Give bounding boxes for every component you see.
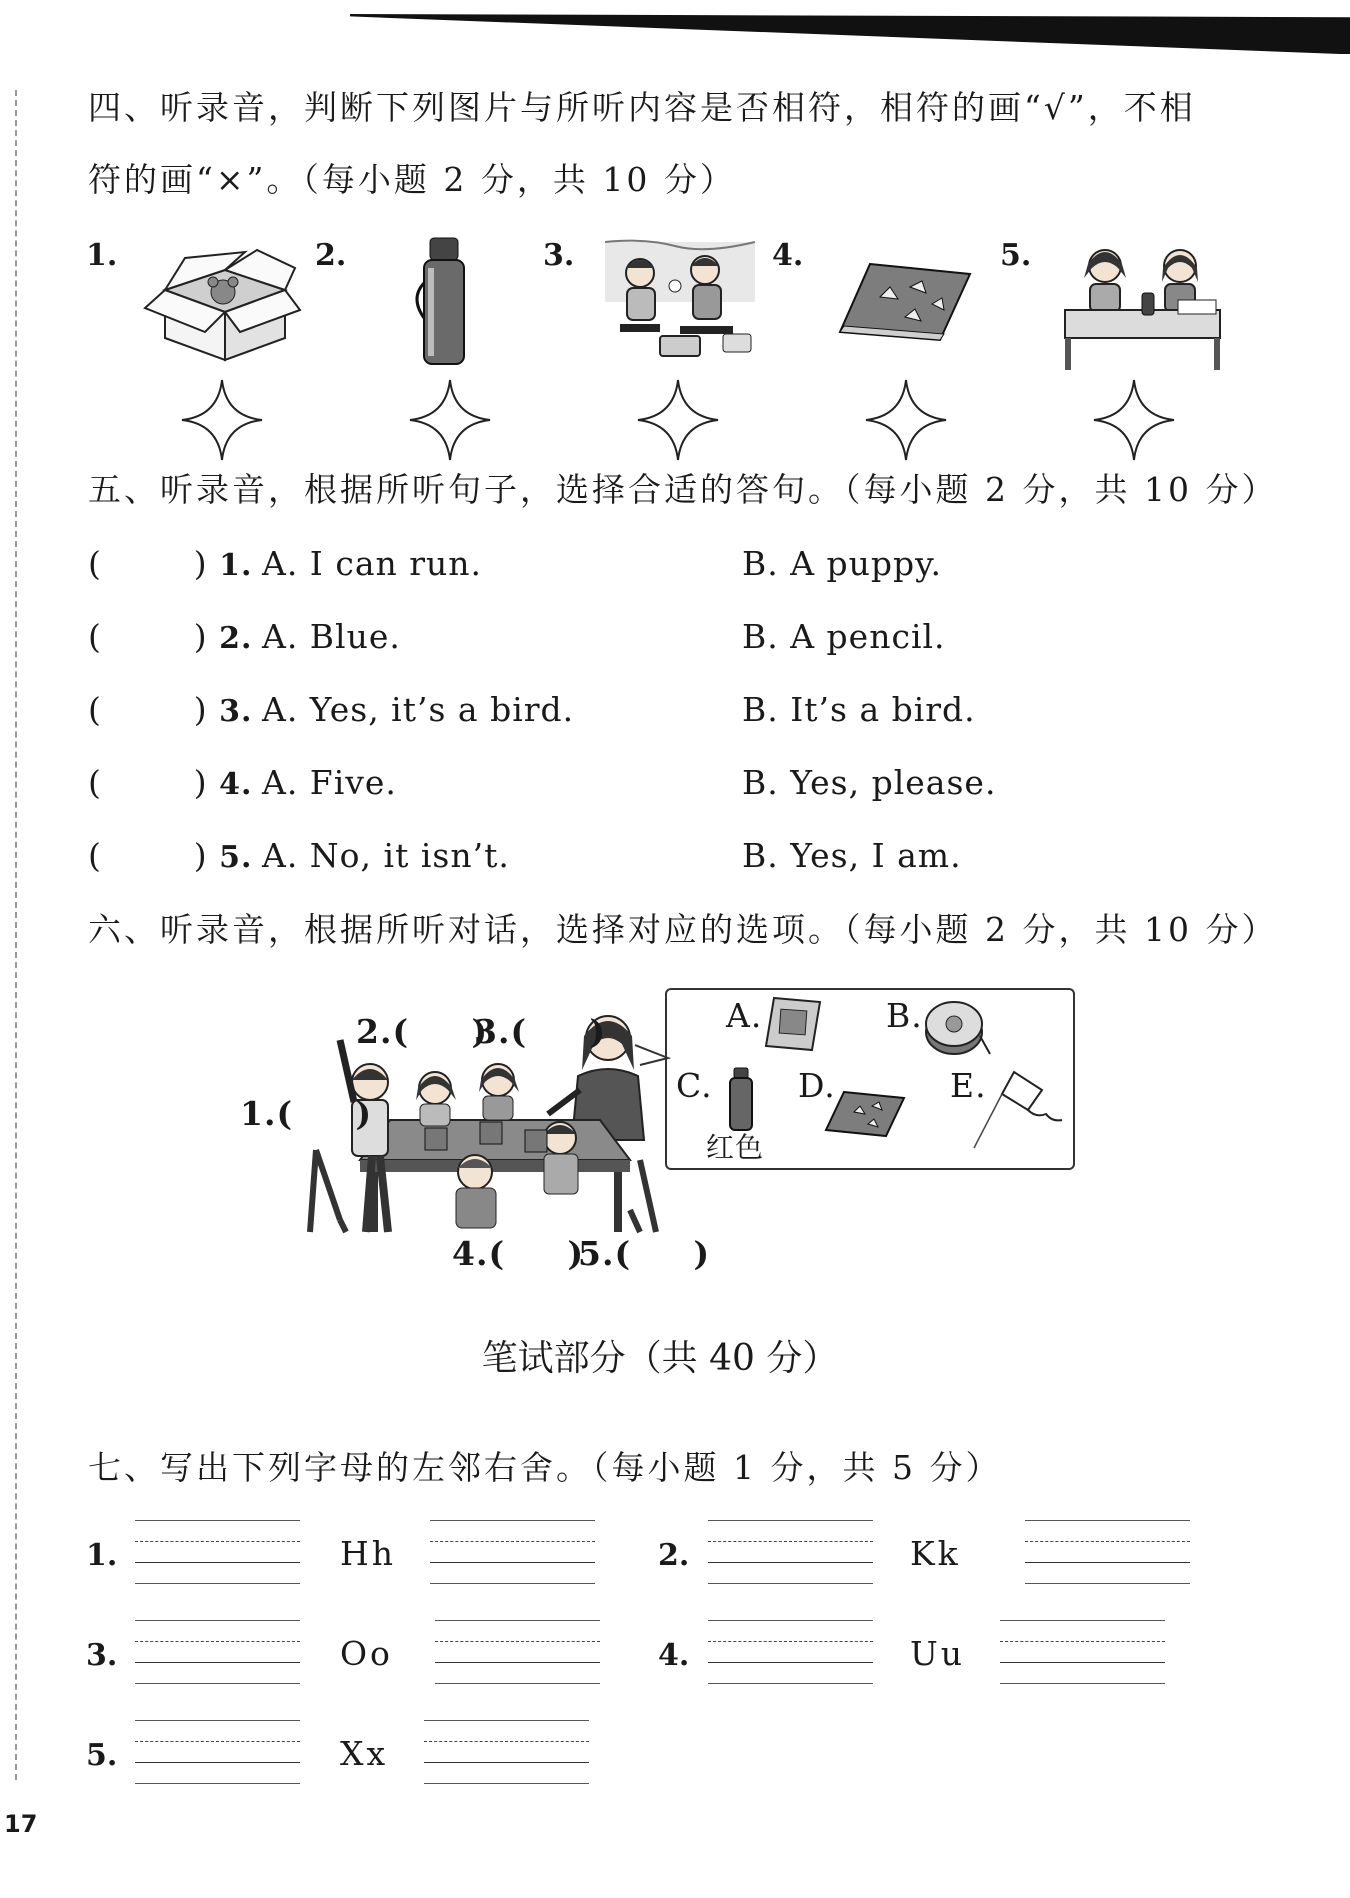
option-label-e: E. [950, 1066, 987, 1105]
writing-lines-left[interactable] [135, 1520, 300, 1584]
question-number: 5. [219, 840, 253, 875]
writing-lines-right[interactable] [1000, 1620, 1165, 1684]
thermos-picture [416, 238, 474, 368]
box-teddy-picture [145, 250, 300, 365]
s5-question-row [88, 836, 253, 875]
given-letter: Hh [340, 1534, 397, 1573]
option-a: A. Yes, it’s a bird. [262, 690, 575, 729]
option-c-caption: 红色 [706, 1131, 765, 1164]
s7-item-number: 1. [86, 1538, 118, 1573]
s4-item-number: 5. [1000, 238, 1032, 273]
given-letter: Oo [340, 1634, 393, 1673]
answer-diamond[interactable] [1092, 378, 1176, 462]
s5-question-row [88, 690, 253, 729]
section4-title-line2: 符的画“×”。（每小题 2 分，共 10 分） [88, 160, 736, 199]
blank-5[interactable]: 5.( ) [578, 1234, 711, 1273]
section5-title: 五、听录音，根据所听句子，选择合适的答句。（每小题 2 分，共 10 分） [88, 470, 1278, 509]
thermos-picture [726, 1068, 756, 1132]
answer-parentheses[interactable]: ( ) [88, 763, 208, 802]
option-a: A. I can run. [262, 544, 483, 583]
option-b: B. A pencil. [742, 617, 946, 656]
answer-diamond[interactable] [864, 378, 948, 462]
option-a: A. No, it isn’t. [262, 836, 510, 875]
blank-3[interactable]: 3.( ) [474, 1012, 607, 1051]
writing-lines-right[interactable] [430, 1520, 595, 1584]
option-label-c: C. [676, 1066, 713, 1105]
s7-item-number: 4. [658, 1638, 690, 1673]
s7-item-number: 2. [658, 1538, 690, 1573]
boys-playing-picture [605, 238, 755, 368]
s4-item-number: 1. [86, 238, 118, 273]
writing-lines-right[interactable] [435, 1620, 600, 1684]
answer-parentheses[interactable]: ( ) [88, 690, 208, 729]
s5-question-row [88, 763, 253, 802]
s7-item-number: 5. [86, 1738, 118, 1773]
option-b: B. A puppy. [742, 544, 942, 583]
answer-diamond[interactable] [408, 378, 492, 462]
answer-diamond[interactable] [180, 378, 264, 462]
answer-parentheses[interactable]: ( ) [88, 836, 208, 875]
option-b: B. Yes, I am. [742, 836, 962, 875]
blank-2[interactable]: 2.( ) [356, 1012, 489, 1051]
given-letter: Uu [910, 1634, 966, 1673]
question-number: 2. [219, 621, 253, 656]
option-label-d: D. [798, 1066, 836, 1105]
section4-title-line1: 四、听录音，判断下列图片与所听内容是否相符，相符的画“√”，不相 [88, 88, 1196, 127]
page-number: 17 [4, 1810, 38, 1838]
option-b: B. Yes, please. [742, 763, 997, 802]
section7-title: 七、写出下列字母的左邻右舍。（每小题 1 分，共 5 分） [88, 1448, 1002, 1487]
given-letter: Kk [910, 1534, 961, 1573]
option-label-a: A. [726, 996, 763, 1035]
question-number: 3. [219, 694, 253, 729]
writing-lines-left[interactable] [708, 1520, 873, 1584]
option-a: A. Five. [262, 763, 397, 802]
yoyo-picture [922, 996, 992, 1058]
given-letter: Xx [340, 1734, 389, 1773]
option-b: B. It’s a bird. [742, 690, 976, 729]
girls-at-desk-picture [1060, 238, 1225, 378]
s4-item-number: 3. [543, 238, 575, 273]
s4-item-number: 2. [315, 238, 347, 273]
section6-title: 六、听录音，根据所听对话，选择对应的选项。（每小题 2 分，共 10 分） [88, 910, 1278, 949]
notebook-picture [826, 1090, 906, 1138]
answer-parentheses[interactable]: ( ) [88, 617, 208, 656]
kite-picture [972, 1070, 1064, 1150]
s4-item-number: 4. [772, 238, 804, 273]
writing-lines-left[interactable] [135, 1720, 300, 1784]
answer-parentheses[interactable]: ( ) [88, 544, 208, 583]
notebook-picture [840, 262, 975, 342]
top-edge-bar [350, 14, 1350, 54]
option-label-b: B. [886, 996, 923, 1035]
margin-dashed-line [15, 90, 17, 1780]
writing-lines-left[interactable] [135, 1620, 300, 1684]
s7-item-number: 3. [86, 1638, 118, 1673]
book-picture [764, 996, 824, 1052]
writing-lines-left[interactable] [708, 1620, 873, 1684]
option-a: A. Blue. [262, 617, 401, 656]
writing-lines-right[interactable] [1025, 1520, 1190, 1584]
blank-4[interactable]: 4.( ) [452, 1234, 585, 1273]
blank-1[interactable]: 1.( ) [240, 1094, 373, 1133]
writing-lines-right[interactable] [424, 1720, 589, 1784]
written-part-title: 笔试部分（共 40 分） [481, 1338, 839, 1379]
s5-question-row [88, 617, 253, 656]
s5-question-row [88, 544, 253, 583]
answer-diamond[interactable] [636, 378, 720, 462]
question-number: 1. [219, 548, 253, 583]
question-number: 4. [219, 767, 253, 802]
